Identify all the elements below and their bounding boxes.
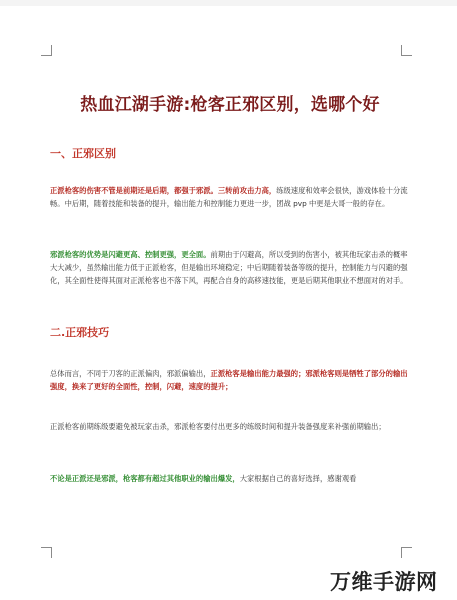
crop-mark-bottom-left bbox=[41, 547, 52, 558]
paragraph-3 bbox=[50, 367, 408, 393]
paragraph-5-rest: 大家根据自己的喜好选择，感谢观看 bbox=[239, 474, 357, 483]
paragraph-3-intro: 总体而言，不同于刀客的正派偏肉，邪派偏输出， bbox=[50, 369, 211, 378]
section-heading-1: 一、正邪区别 bbox=[50, 147, 116, 160]
paragraph-3-bold: 正派枪客是输出能力最强的；邪派枪客则是牺牲了部分的输出强度，换来了更好的全面性，控制，闪避，速度的提升； bbox=[50, 369, 408, 391]
paragraph-2-lead: 邪派枪客的优势是闪避更高、控制更强，更全面。 bbox=[50, 250, 211, 259]
section-heading-2: 二.正邪技巧 bbox=[50, 326, 110, 339]
crop-mark-top-left bbox=[41, 45, 52, 56]
document-title: 热血江湖手游:枪客正邪区别，选哪个好 bbox=[80, 95, 380, 115]
paragraph-1 bbox=[50, 184, 408, 210]
paragraph-2-rest: 前期由于闪避高，所以受到的伤害小，被其他玩家击杀的概率大大减少，虽然输出能力低于正派枪客，但是输出环境稳定；中后期随着装备等级的提升，控制能力与闪避的强化，其全面性使得其面对正派枪客也不落下风，再配合自身的高移速技能，更是后期其他职业不想面对的对手。 bbox=[50, 250, 408, 285]
paragraph-5-lead: 不论是正派还是邪派，枪客都有超过其他职业的输出爆发， bbox=[50, 474, 240, 483]
paragraph-4: 正派枪客前期练级要避免被玩家击杀，邪派枪客要付出更多的练级时间和提升装备强度来补强前期输出； bbox=[50, 422, 386, 431]
crop-mark-top-right bbox=[401, 45, 412, 56]
paragraph-1-lead: 正派枪客的伤害不管是前期还是后期，都强于邪派。三转前攻击力高， bbox=[50, 186, 277, 195]
paragraph-5 bbox=[50, 472, 408, 485]
site-watermark: 万维手游网 bbox=[330, 570, 438, 594]
crop-mark-bottom-right bbox=[401, 547, 412, 558]
paragraph-2 bbox=[50, 248, 408, 287]
paragraph-1-rest: 练级速度和效率会很快，游戏体验十分流畅。中后期，随着技能和装备的提升，输出能力和控制能力更进一步，团战 pvp 中更是大哥一般的存在。 bbox=[50, 186, 408, 208]
